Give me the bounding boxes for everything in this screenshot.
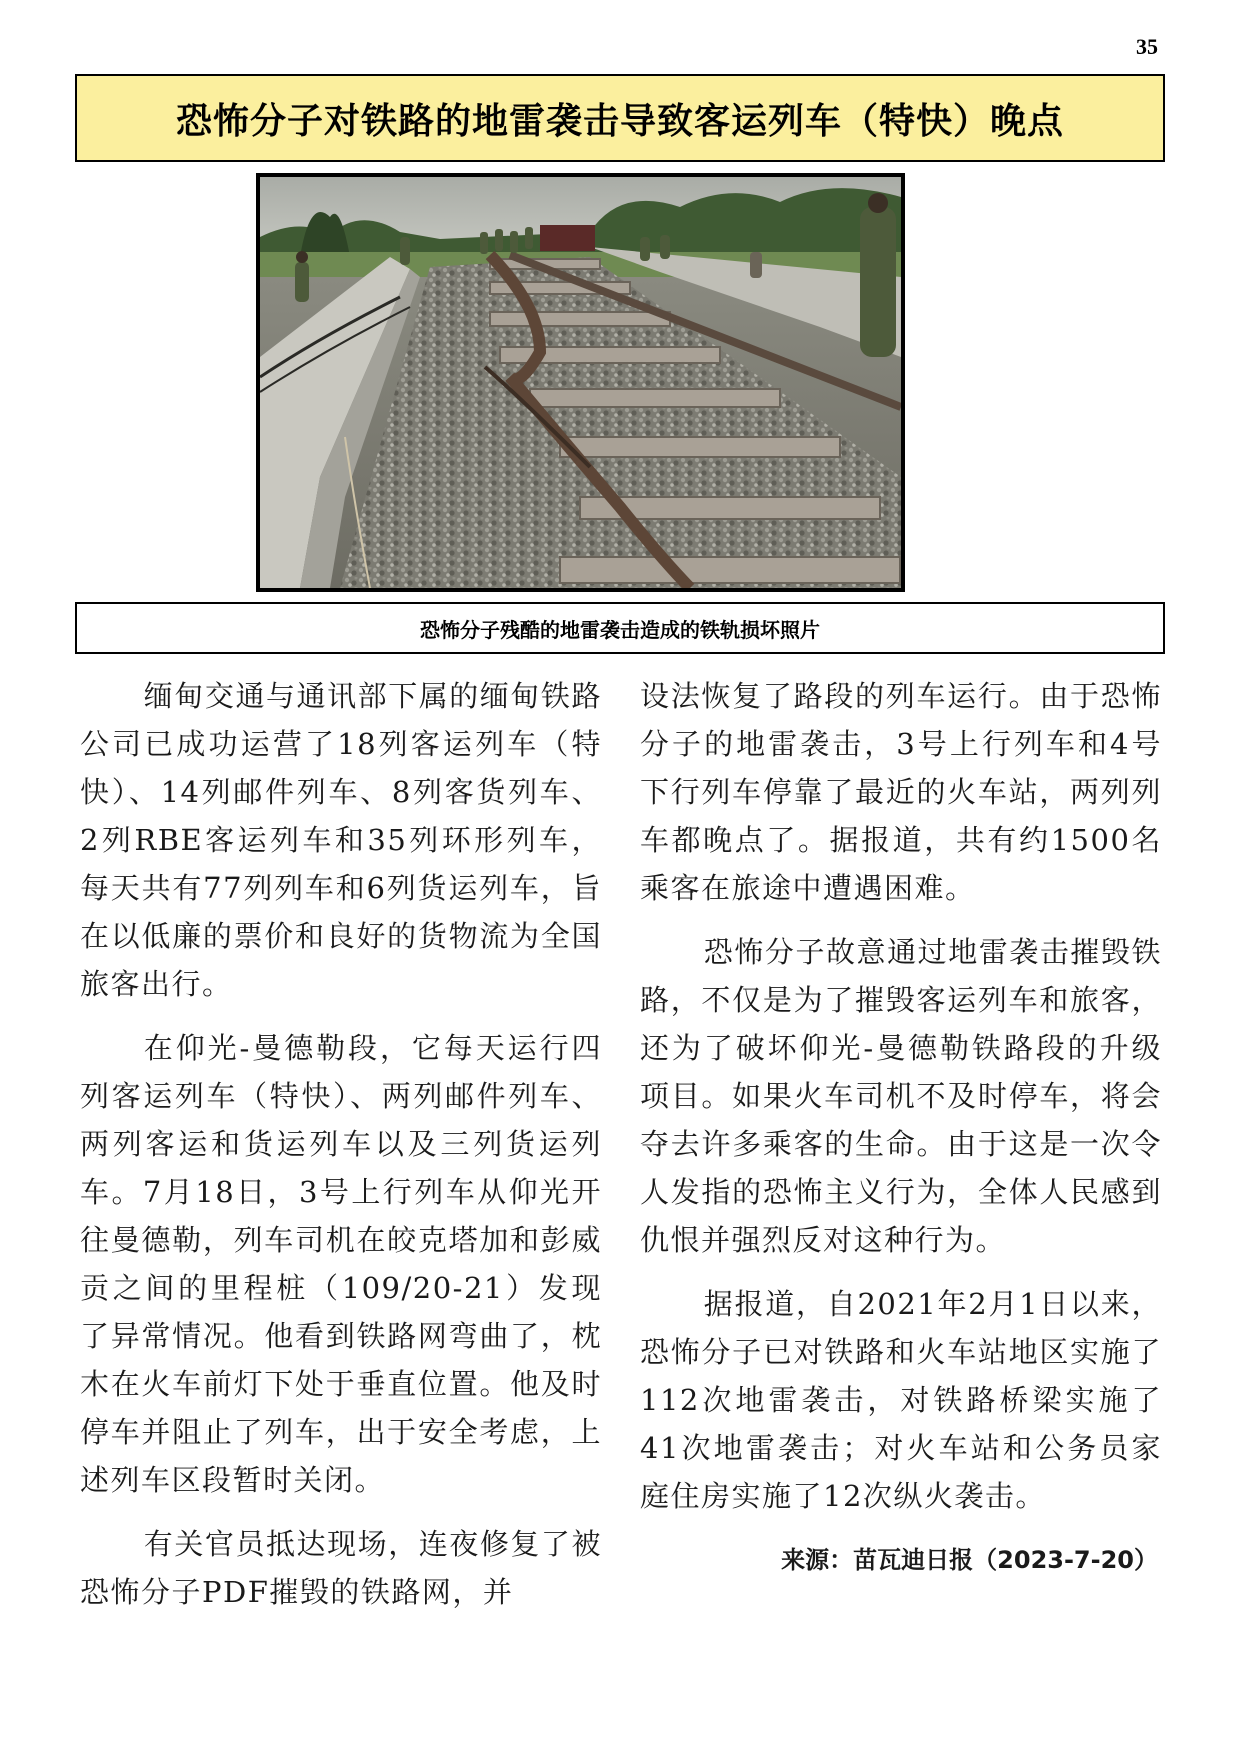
news-photo (256, 173, 905, 592)
article-column-right (640, 672, 1162, 1584)
article-paragraph: 恐怖分子故意通过地雷袭击摧毁铁路，不仅是为了摧毁客运列车和旅客，还为了破坏仰光-曼德勒铁路段的升级项目。如果火车司机不及时停车，将会夺去许多乘客的生命。由于这是一次令人发指的恐怖主义行为，全体人民感到仇恨并强烈反对这种行为。 (640, 935, 1162, 1257)
railway-damage-illustration (260, 177, 901, 588)
article-source: 来源：苗瓦迪日报（2023-7-20） (781, 1546, 1158, 1574)
article-paragraph: 有关官员抵达现场，连夜修复了被恐怖分子PDF摧毁的铁路网，并 (80, 1527, 602, 1609)
headline: 恐怖分子对铁路的地雷袭击导致客运列车（特快）晚点 (175, 100, 1064, 142)
article-paragraph: 设法恢复了路段的列车运行。由于恐怖分子的地雷袭击，3号上行列车和4号下行列车停靠了最近的火车站，两列列车都晚点了。据报道，共有约1500名乘客在旅途中遭遇困难。 (640, 679, 1162, 905)
article-column-left (80, 672, 602, 1632)
article-paragraph: 在仰光-曼德勒段，它每天运行四列客运列车（特快）、两列邮件列车、两列客运和货运列车以及三列货运列车。7月18日，3号上行列车从仰光开往曼德勒，列车司机在皎克塔加和彭威贡之间的里程桩（109/20-21）发现了异常情况。他看到铁路网弯曲了，枕木在火车前灯下处于垂直位置。他及时停车并阻止了列车，出于安全考虑，上述列车区段暂时关闭。 (80, 1031, 602, 1497)
photo-caption: 恐怖分子残酷的地雷袭击造成的铁轨损坏照片 (420, 617, 820, 642)
article-paragraph: 缅甸交通与通讯部下属的缅甸铁路公司已成功运营了18列客运列车（特快）、14列邮件列车、8列客货列车、2列RBE客运列车和35列环形列车，每天共有77列列车和6列货运列车，旨在以低廉的票价和良好的货物流为全国旅客出行。 (80, 679, 602, 1001)
article-paragraph: 据报道，自2021年2月1日以来，恐怖分子已对铁路和火车站地区实施了112次地雷袭击，对铁路桥梁实施了41次地雷袭击；对火车站和公务员家庭住房实施了12次纵火袭击。 (640, 1287, 1162, 1513)
page-number: 35 (1136, 34, 1158, 59)
headline-banner (75, 74, 1165, 162)
photo-caption-box (75, 602, 1165, 654)
